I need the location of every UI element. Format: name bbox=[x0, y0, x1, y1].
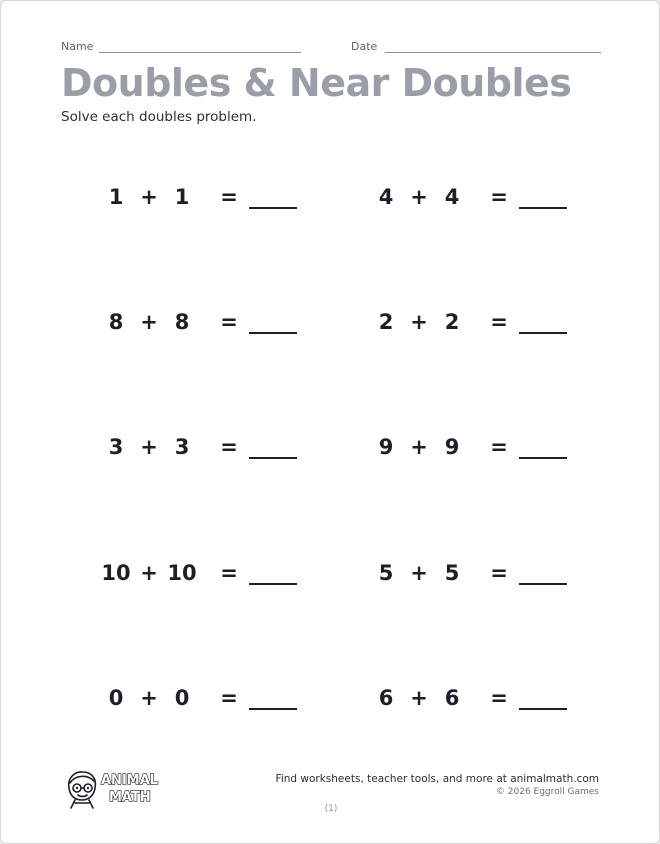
plus-sign: + bbox=[410, 310, 428, 334]
equals-sign: = bbox=[490, 310, 508, 334]
answer-blank[interactable] bbox=[249, 431, 297, 459]
plus-sign: + bbox=[140, 561, 158, 585]
answer-blank[interactable] bbox=[249, 557, 297, 585]
addend-a: 9 bbox=[378, 435, 394, 459]
equals-sign: = bbox=[490, 561, 508, 585]
equals-sign: = bbox=[220, 435, 238, 459]
answer-blank[interactable] bbox=[519, 682, 567, 710]
addend-b: 0 bbox=[174, 686, 190, 710]
equals-sign: = bbox=[220, 686, 238, 710]
addend-a: 5 bbox=[378, 561, 394, 585]
plus-sign: + bbox=[140, 435, 158, 459]
equals-sign: = bbox=[220, 185, 238, 209]
instructions: Solve each doubles problem. bbox=[61, 109, 257, 125]
addend-b: 6 bbox=[444, 686, 460, 710]
addend-a: 10 bbox=[101, 561, 131, 585]
page-title: Doubles & Near Doubles bbox=[61, 61, 572, 105]
answer-blank[interactable] bbox=[519, 306, 567, 334]
addend-a: 8 bbox=[108, 310, 124, 334]
addend-b: 8 bbox=[174, 310, 190, 334]
addend-b: 5 bbox=[444, 561, 460, 585]
equals-sign: = bbox=[220, 310, 238, 334]
page-number: (1) bbox=[324, 804, 338, 814]
name-label: Name bbox=[61, 40, 94, 53]
plus-sign: + bbox=[140, 185, 158, 209]
answer-blank[interactable] bbox=[249, 181, 297, 209]
plus-sign: + bbox=[410, 185, 428, 209]
answer-blank[interactable] bbox=[519, 557, 567, 585]
equals-sign: = bbox=[220, 561, 238, 585]
addend-b: 9 bbox=[444, 435, 460, 459]
plus-sign: + bbox=[410, 686, 428, 710]
date-label: Date bbox=[351, 40, 378, 53]
addend-a: 4 bbox=[378, 185, 394, 209]
addend-b: 1 bbox=[174, 185, 190, 209]
answer-blank[interactable] bbox=[249, 306, 297, 334]
plus-sign: + bbox=[140, 310, 158, 334]
equals-sign: = bbox=[490, 435, 508, 459]
addend-b: 2 bbox=[444, 310, 460, 334]
addend-a: 2 bbox=[378, 310, 394, 334]
addend-b: 4 bbox=[444, 185, 460, 209]
answer-blank[interactable] bbox=[519, 181, 567, 209]
name-field[interactable] bbox=[99, 52, 301, 53]
date-field[interactable] bbox=[385, 52, 601, 53]
logo-text-animal: ANIMAL bbox=[101, 773, 159, 788]
plus-sign: + bbox=[140, 686, 158, 710]
plus-sign: + bbox=[410, 561, 428, 585]
plus-sign: + bbox=[410, 435, 428, 459]
addend-b: 10 bbox=[167, 561, 197, 585]
addend-a: 1 bbox=[108, 185, 124, 209]
footer-tagline: Find worksheets, teacher tools, and more at animalmath.com bbox=[275, 773, 599, 785]
addend-a: 3 bbox=[108, 435, 124, 459]
equals-sign: = bbox=[490, 686, 508, 710]
logo-text-math: MATH bbox=[109, 790, 151, 805]
addend-a: 0 bbox=[108, 686, 124, 710]
footer-copyright: © 2026 Eggroll Games bbox=[495, 787, 599, 797]
addend-b: 3 bbox=[174, 435, 190, 459]
addend-a: 6 bbox=[378, 686, 394, 710]
equals-sign: = bbox=[490, 185, 508, 209]
answer-blank[interactable] bbox=[519, 431, 567, 459]
answer-blank[interactable] bbox=[249, 682, 297, 710]
